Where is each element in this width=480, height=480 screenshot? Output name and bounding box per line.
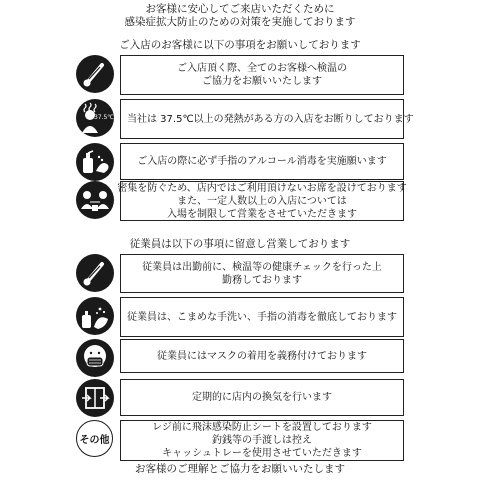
staff-item-mask — [76, 339, 406, 373]
customer-item-sanitizer-text: ご入店の際に必ず手指のアルコール消毒を実施願います — [120, 143, 404, 180]
customer-section-title: ご入店のお客様に以下の事項をお願いしております — [119, 39, 361, 51]
customer-item-fever-text: 当社は 37.5℃以上の発熱がある方の入店をお断りしております — [120, 99, 404, 139]
mask-icon — [76, 339, 114, 377]
fever-icon — [76, 99, 114, 137]
staff-item-ventilation-text: 定期的に店内の換気を行います — [120, 379, 404, 416]
customer-item-sanitizer — [76, 143, 406, 180]
staff-item-other — [76, 420, 406, 461]
staff-item-ventilation — [76, 379, 406, 416]
fever-icon-label: 37.5℃ — [93, 114, 114, 121]
staff-section-title: 従業員は以下の事項に留意し営業しております — [129, 238, 351, 250]
header-line-1: お客様に安心してご来店いただくために — [145, 3, 335, 15]
thermometer-icon — [76, 55, 114, 93]
staff-item-health-check — [76, 254, 406, 293]
ventilation-icon — [76, 379, 114, 417]
customer-item-distancing-text: 密集を防ぐため、店内ではご利用頂けないお席を設けております また、一定人数以上の入店については 入場を制限して営業をさせていただきます — [117, 182, 407, 220]
staff-item-other-text: レジ前に飛沫感染防止シートを設置しております 釣銭等の手渡しは控え キャッシュトレーを使用させていただきます — [120, 420, 404, 461]
customer-item-fever — [76, 99, 414, 139]
staff-item-mask-text: 従業員にはマスクの着用を義務付けております — [120, 339, 404, 373]
customer-item-distancing — [76, 181, 406, 221]
customer-item-temperature — [76, 55, 406, 95]
footer-text: お客様のご理解とご協力をお願いいたします — [135, 463, 345, 475]
staff-item-handwash — [76, 297, 406, 337]
customer-item-temperature-text: ご入店頂く際、全てのお客様へ検温の ご協力をお願いいたします — [120, 55, 404, 95]
thermometer-icon — [76, 254, 114, 292]
header-line-2: 感染症拡大防止のための対策を実施しております — [124, 16, 356, 28]
sanitizer-icon — [76, 143, 114, 181]
staff-item-handwash-text: 従業員は、こまめな手洗い、手指の消毒を徹底しております — [120, 297, 404, 337]
staff-item-health-check-text: 従業員は出勤前に、検温等の健康チェックを行った上 勤務しております — [120, 254, 404, 293]
distancing-icon — [76, 181, 114, 219]
other-icon: その他 — [76, 420, 113, 457]
handwash-icon — [76, 297, 114, 335]
